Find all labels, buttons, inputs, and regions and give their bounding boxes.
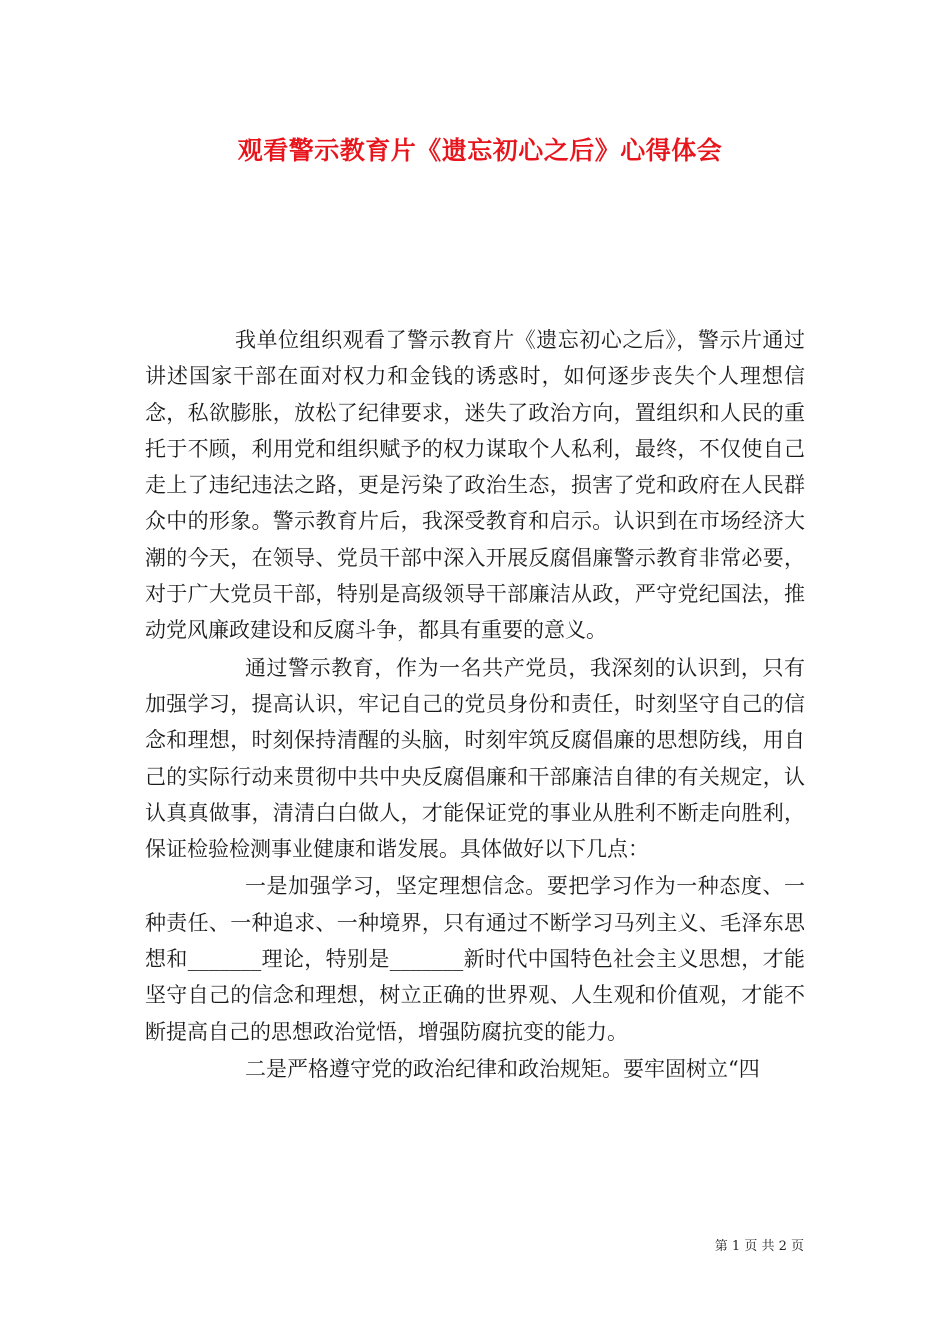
paragraph-2: 通过警示教育，作为一名共产党员，我深刻的认识到，只有加强学习，提高认识，牢记自己的党员身份和责任，时刻坚守自己的信念和理想，时刻保持清醒的头脑，时刻牢筑反腐倡廉的思想防线，用自己的实际行动来贯彻中共中央反腐倡廉和干部廉洁自律的有关规定，认认真真做事，清清白白做人，才能保证党的事业从胜利不断走向胜利，保证检验检测事业健康和谐发展。具体做好以下几点： xyxy=(145,655,805,862)
document-title: 观看警示教育片《遗忘初心之后》心得体会 xyxy=(237,136,723,165)
paragraph-1: 我单位组织观看了警示教育片《遗忘初心之后》，警示片通过讲述国家干部在面对权力和金钱的诱惑时，如何逐步丧失个人理想信念，私欲膨胀，放松了纪律要求，迷失了政治方向，置组织和人民的重托于不顾，利用党和组织赋予的权力谋取个人私利，最终，不仅使自己走上了违纪违法之路，更是污染了政治生态，损害了党和政府在人民群众中的形象。警示教育片后，我深受教育和启示。认识到在市场经济大潮的今天，在领导、党员干部中深入开展反腐倡廉警示教育非常必要，对于广大党员干部，特别是高级领导干部廉洁从政，严守党纪国法，推动党风廉政建设和反腐斗争，都具有重要的意义。 xyxy=(145,328,805,643)
page-number-footer: 第 1 页 共 2 页 xyxy=(714,1239,804,1254)
document-body xyxy=(145,322,805,1087)
paragraph-4: 二是严格遵守党的政治纪律和政治规矩。要牢固树立“四 xyxy=(245,1056,760,1081)
paragraph-3: 一是加强学习，坚定理想信念。要把学习作为一种态度、一种责任、一种追求、一种境界，只有通过不断学习马列主义、毛泽东思想和_______理论，特别是_______新时代中国特色社会主义思想，才能坚守自己的信念和理想，树立正确的世界观、人生观和价值观，才能不断提高自己的思想政治觉悟，增强防腐抗变的能力。 xyxy=(145,874,805,1044)
